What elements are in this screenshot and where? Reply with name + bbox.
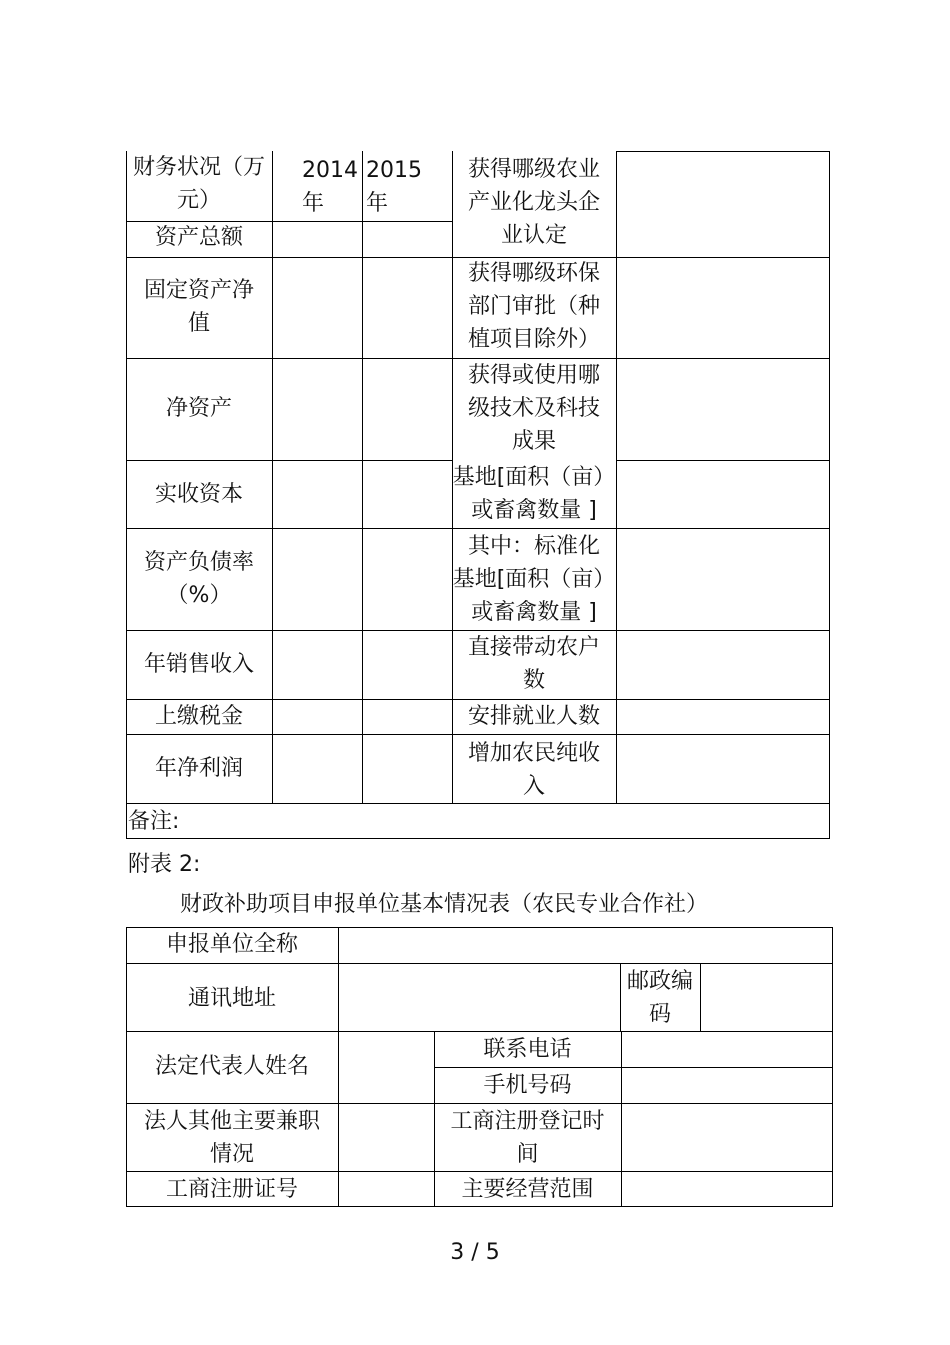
appendix-label: 附表 2:: [128, 852, 201, 877]
tech-achievement-label: 获得或使用哪 级技术及科技 成果: [467, 363, 600, 454]
farmers-driven-label: 直接带动农户 数: [467, 635, 600, 693]
net-fixed-assets-label: 固定资产净 值: [143, 278, 254, 336]
postcode-label: 邮政编 码: [626, 969, 693, 1027]
standard-base-label: 其中：标准化 基地[面积（亩） 或畜禽数量 ]: [452, 534, 616, 625]
total-assets-label: 资产总额: [154, 225, 243, 250]
mobile-label: 手机号码: [483, 1073, 572, 1098]
employment-label: 安排就业人数: [467, 704, 600, 729]
net-assets-label: 净资产: [165, 396, 232, 421]
annual-sales-label: 年销售收入: [143, 652, 254, 677]
env-approval-label: 获得哪级环保 部门审批（种 植项目除外）: [467, 261, 600, 352]
leading-enterprise-label: 获得哪级农业 产业化龙头企 业认定: [467, 157, 600, 248]
taxes-paid-label: 上缴税金: [154, 704, 243, 729]
registration-time-label: 工商注册登记时 间: [450, 1109, 605, 1167]
farmer-income-label: 增加农民纯收 入: [467, 741, 600, 799]
registration-number-label: 工商注册证号: [165, 1177, 298, 1202]
applicant-name-label: 申报单位全称: [165, 932, 298, 957]
year-2015-header: 2015 年: [366, 158, 422, 216]
debt-ratio-label: 资产负债率 （%）: [143, 550, 254, 608]
business-scope-label: 主要经营范围: [461, 1177, 594, 1202]
address-label: 通讯地址: [187, 986, 276, 1011]
annual-net-profit-label: 年净利润: [154, 756, 243, 781]
table2-title: 财政补助项目申报单位基本情况表（农民专业合作社）: [180, 892, 709, 917]
paid-in-capital-label: 实收资本: [154, 482, 243, 507]
remarks-label: 备注:: [128, 809, 180, 834]
other-roles-label: 法人其他主要兼职 情况: [143, 1109, 320, 1167]
year-2014-header: 2014 年: [302, 158, 358, 216]
base-area-label: 基地[面积（亩） 或畜禽数量 ]: [452, 465, 616, 523]
finance-status-label: 财务状况（万 元）: [132, 155, 265, 213]
page-number: 3 / 5: [450, 1240, 500, 1265]
legal-rep-label: 法定代表人姓名: [154, 1054, 309, 1079]
phone-label: 联系电话: [483, 1037, 572, 1062]
